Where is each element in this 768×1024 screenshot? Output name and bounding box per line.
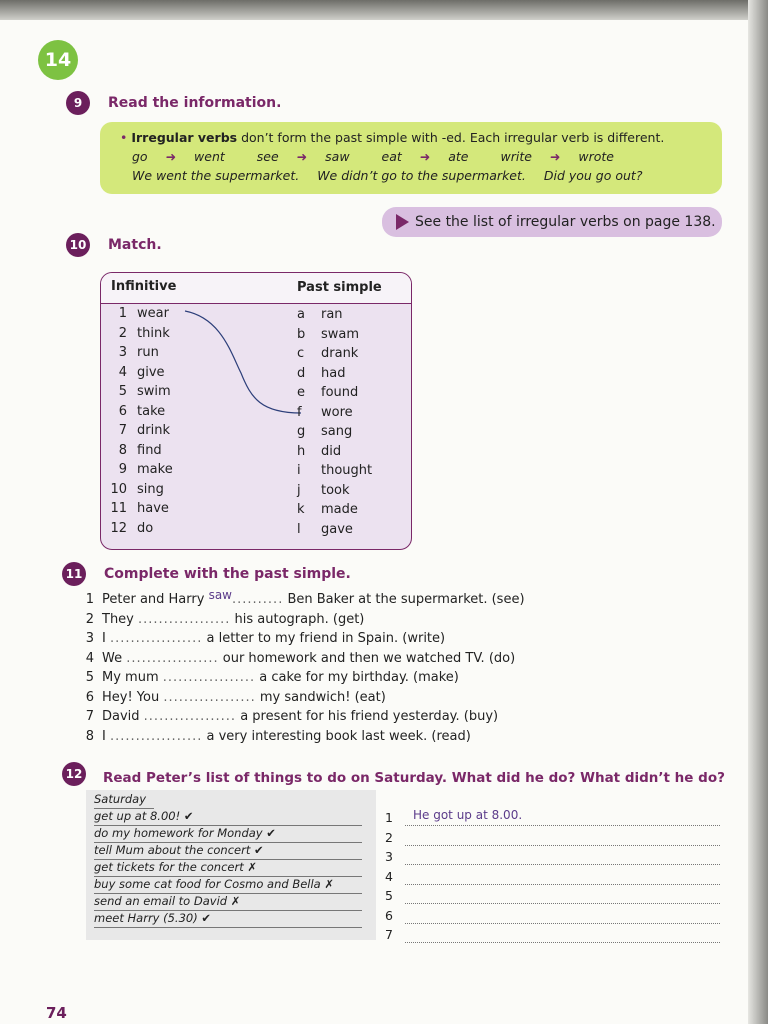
verb-pair: see ➜ saw xyxy=(256,149,350,164)
sentence-end: our homework and then we watched TV. (do) xyxy=(218,650,516,666)
sentence-start: My mum xyxy=(102,670,163,685)
exercise-9-number: 9 xyxy=(66,91,90,115)
sentence-line xyxy=(80,690,386,705)
todo-item xyxy=(94,894,362,911)
item-number: 7 xyxy=(85,709,94,724)
list-title: Saturday xyxy=(94,792,154,809)
infinitive-row xyxy=(105,326,170,345)
item-number: 10 xyxy=(110,481,127,497)
answer-blank[interactable]: .................. xyxy=(109,728,203,744)
rule-line: • Irregular verbs don’t form the past simple with -ed. Each irregular verb is different. xyxy=(120,130,665,145)
sentence-line xyxy=(80,612,364,627)
past-simple-row xyxy=(297,366,345,385)
todo-text: get up at 8.00! xyxy=(94,809,181,823)
todo-text: do my homework for Monday xyxy=(94,826,263,840)
past-simple-row xyxy=(297,346,358,365)
item-letter: b xyxy=(297,326,306,342)
infinitive-word: sing xyxy=(137,481,164,497)
answer-underline xyxy=(405,923,720,924)
todo-item xyxy=(94,809,362,826)
past-simple-row xyxy=(297,327,359,346)
infinitive-row xyxy=(105,482,164,501)
past-simple-row xyxy=(297,444,341,463)
sentence-end: Ben Baker at the supermarket. (see) xyxy=(283,592,525,607)
answer-number: 6 xyxy=(385,907,393,923)
todo-mark-icon: ✔ xyxy=(254,843,264,857)
sentence-start: We xyxy=(102,650,127,666)
play-arrow-icon xyxy=(396,214,409,230)
scan-right-edge xyxy=(748,0,768,1024)
item-number: 4 xyxy=(118,364,127,380)
infinitive-row xyxy=(105,423,170,442)
answer-line[interactable] xyxy=(385,810,720,828)
example-sentence: We didn’t go to the supermarket. xyxy=(317,168,526,183)
item-number: 1 xyxy=(85,592,94,607)
answer-underline xyxy=(405,825,720,826)
item-number: 6 xyxy=(118,403,127,419)
past-simple-header: Past simple xyxy=(297,280,382,295)
todo-text: send an email to David xyxy=(94,894,228,908)
sentence-line xyxy=(80,631,445,646)
exercise-12-number: 12 xyxy=(62,762,86,786)
page-number: 74 xyxy=(46,1004,67,1022)
past-simple-row xyxy=(297,522,353,541)
todo-text: meet Harry (5.30) xyxy=(94,911,198,925)
sentence-start: I xyxy=(102,728,110,744)
answer-blank[interactable]: .......... xyxy=(232,592,284,607)
todo-mark-icon: ✔ xyxy=(201,911,212,925)
answer-line[interactable] xyxy=(385,908,720,926)
exercise-12-heading: Read Peter’s list of things to do on Saturday. What did he do? What didn’t he do? xyxy=(103,770,725,786)
unit-badge: 14 xyxy=(38,40,78,80)
past-word: swam xyxy=(321,326,360,342)
answer-number: 7 xyxy=(385,927,393,942)
verb-pair: go ➜ went xyxy=(132,149,225,164)
answer-line[interactable] xyxy=(385,869,720,887)
sentence-end: a present for his friend yesterday. (buy) xyxy=(236,709,499,724)
filled-answer[interactable]: saw xyxy=(208,588,232,602)
past-simple-row xyxy=(297,385,358,404)
exercise-10-heading: Match. xyxy=(108,237,162,253)
todo-text: tell Mum about the concert xyxy=(94,843,251,857)
answer-number: 4 xyxy=(385,868,393,884)
past-simple-row xyxy=(297,424,352,443)
item-letter: g xyxy=(297,424,306,439)
past-simple-row xyxy=(297,307,343,326)
todo-item xyxy=(94,877,362,894)
item-number: 11 xyxy=(110,501,127,516)
todo-mark-icon: ✔ xyxy=(183,809,194,823)
item-letter: f xyxy=(297,404,302,420)
past-word: did xyxy=(321,443,342,459)
infinitive-row xyxy=(105,404,165,423)
answer-number: 2 xyxy=(385,829,393,845)
past-word: sang xyxy=(321,424,353,439)
item-number: 6 xyxy=(85,689,94,705)
infinitive-word: make xyxy=(137,462,173,477)
answer-underline xyxy=(405,903,720,904)
item-letter: k xyxy=(297,502,305,517)
sentence-start: They xyxy=(102,611,139,627)
answer-underline xyxy=(405,942,720,943)
todo-mark-icon: ✗ xyxy=(230,894,241,908)
todo-mark-icon: ✗ xyxy=(324,877,335,891)
infinitive-row xyxy=(105,384,171,403)
example-sentence: We went the supermarket. xyxy=(132,168,300,183)
infinitive-word: do xyxy=(137,520,154,536)
item-letter: i xyxy=(297,463,301,478)
past-simple-row xyxy=(297,483,350,502)
answer-number: 5 xyxy=(385,888,393,903)
todo-mark-icon: ✗ xyxy=(247,860,258,874)
answer-line[interactable] xyxy=(385,849,720,867)
info-box xyxy=(100,122,722,194)
infinitive-header: Infinitive xyxy=(111,279,177,294)
infinitive-row xyxy=(105,501,169,520)
item-number: 8 xyxy=(85,728,94,744)
past-word: had xyxy=(321,365,346,381)
infinitive-word: think xyxy=(137,325,170,341)
past-word: found xyxy=(321,385,359,400)
rule-bold: Irregular verbs xyxy=(131,130,238,145)
exercise-9-heading: Read the information. xyxy=(108,95,282,111)
past-simple-row xyxy=(297,463,372,482)
answer-blank[interactable]: .................. xyxy=(163,689,256,705)
item-number: 9 xyxy=(118,462,127,477)
item-number: 4 xyxy=(85,650,94,666)
infinitive-word: wear xyxy=(137,306,169,321)
sentence-end: a letter to my friend in Spain. (write) xyxy=(202,631,446,646)
see-list-callout xyxy=(382,207,722,237)
infinitive-word: drink xyxy=(137,423,170,438)
answer-blank[interactable]: .................. xyxy=(138,611,231,627)
sentence-end: a cake for my birthday. (make) xyxy=(255,670,459,685)
todo-text: buy some cat food for Cosmo and Bella xyxy=(94,877,321,891)
answer-underline xyxy=(405,845,720,846)
sentence-start: David xyxy=(102,709,144,724)
answer-blank[interactable]: .................. xyxy=(109,631,203,646)
todo-text: get tickets for the concert xyxy=(94,860,244,874)
verb-pair: eat ➜ ate xyxy=(381,149,469,164)
infinitive-word: swim xyxy=(137,384,171,399)
infinitive-row xyxy=(105,365,165,384)
past-word: made xyxy=(321,502,358,517)
item-letter: l xyxy=(297,521,301,537)
infinitive-word: have xyxy=(137,501,169,516)
item-letter: e xyxy=(297,385,305,400)
infinitive-word: run xyxy=(137,345,159,360)
infinitive-row xyxy=(105,306,169,325)
item-number: 7 xyxy=(118,423,127,438)
past-word: took xyxy=(321,482,350,498)
item-letter: d xyxy=(297,365,306,381)
infinitive-row xyxy=(105,345,159,364)
infinitive-row xyxy=(105,443,162,462)
past-simple-row xyxy=(297,502,358,521)
sentence-start: Peter and Harry xyxy=(102,592,209,607)
saturday-list xyxy=(86,790,376,940)
todo-mark-icon: ✔ xyxy=(266,826,276,840)
item-number: 2 xyxy=(85,611,94,627)
scan-top-edge xyxy=(0,0,768,20)
example-sentences xyxy=(132,166,656,185)
verb-pairs xyxy=(132,147,642,166)
todo-item xyxy=(94,826,362,843)
exercise-10-number: 10 xyxy=(66,233,90,257)
answer-line[interactable] xyxy=(385,830,720,848)
item-letter: h xyxy=(297,443,306,459)
item-number: 5 xyxy=(118,384,127,399)
todo-item xyxy=(94,860,362,877)
match-table xyxy=(100,272,412,550)
sentence-line xyxy=(80,670,459,685)
answer-blank[interactable]: .................. xyxy=(162,670,256,685)
infinitive-word: take xyxy=(137,403,166,419)
sentence-line xyxy=(80,709,498,724)
sentence-end: his autograph. (get) xyxy=(230,611,365,627)
answer-text[interactable]: He got up at 8.00. xyxy=(413,808,523,822)
item-number: 8 xyxy=(118,442,127,458)
answer-line[interactable] xyxy=(385,888,720,906)
sentence-line xyxy=(80,588,525,607)
item-number: 3 xyxy=(85,631,94,646)
answer-number: 1 xyxy=(385,810,393,825)
sentence-end: my sandwich! (eat) xyxy=(255,689,386,705)
rule-text: don’t form the past simple with -ed. Each irregular verb is different. xyxy=(237,130,665,145)
answer-blank[interactable]: .................. xyxy=(143,709,237,724)
see-list-text: See the list of irregular verbs on page 138. xyxy=(415,214,716,230)
item-number: 2 xyxy=(118,325,127,341)
sentence-start: I xyxy=(102,631,110,646)
past-simple-row xyxy=(297,405,353,424)
past-word: thought xyxy=(321,463,373,478)
infinitive-row xyxy=(105,462,173,481)
past-word: wore xyxy=(321,404,353,420)
answer-underline xyxy=(405,884,720,885)
past-word: drank xyxy=(321,346,359,361)
exercise-11-number: 11 xyxy=(62,562,86,586)
item-number: 12 xyxy=(110,520,127,536)
answer-underline xyxy=(405,864,720,865)
item-letter: a xyxy=(297,307,305,322)
item-number: 1 xyxy=(118,306,127,321)
infinitive-word: find xyxy=(137,442,162,458)
past-word: ran xyxy=(321,307,343,322)
infinitive-row xyxy=(105,521,153,540)
item-number: 3 xyxy=(118,345,127,360)
answer-blank[interactable]: .................. xyxy=(126,650,219,666)
answer-number: 3 xyxy=(385,849,393,864)
sentence-start: Hey! You xyxy=(102,689,164,705)
sentence-line xyxy=(80,729,471,744)
exercise-11-heading: Complete with the past simple. xyxy=(104,566,351,582)
verb-pair: write ➜ wrote xyxy=(500,149,614,164)
item-letter: j xyxy=(297,482,301,498)
example-sentence: Did you go out? xyxy=(543,168,643,183)
past-word: gave xyxy=(321,521,353,537)
sentence-end: a very interesting book last week. (read) xyxy=(202,728,471,744)
item-letter: c xyxy=(297,346,305,361)
todo-item xyxy=(94,843,362,860)
answer-line[interactable] xyxy=(385,927,720,945)
sentence-line xyxy=(80,651,515,666)
todo-item xyxy=(94,911,362,928)
infinitive-word: give xyxy=(137,364,165,380)
item-number: 5 xyxy=(85,670,94,685)
